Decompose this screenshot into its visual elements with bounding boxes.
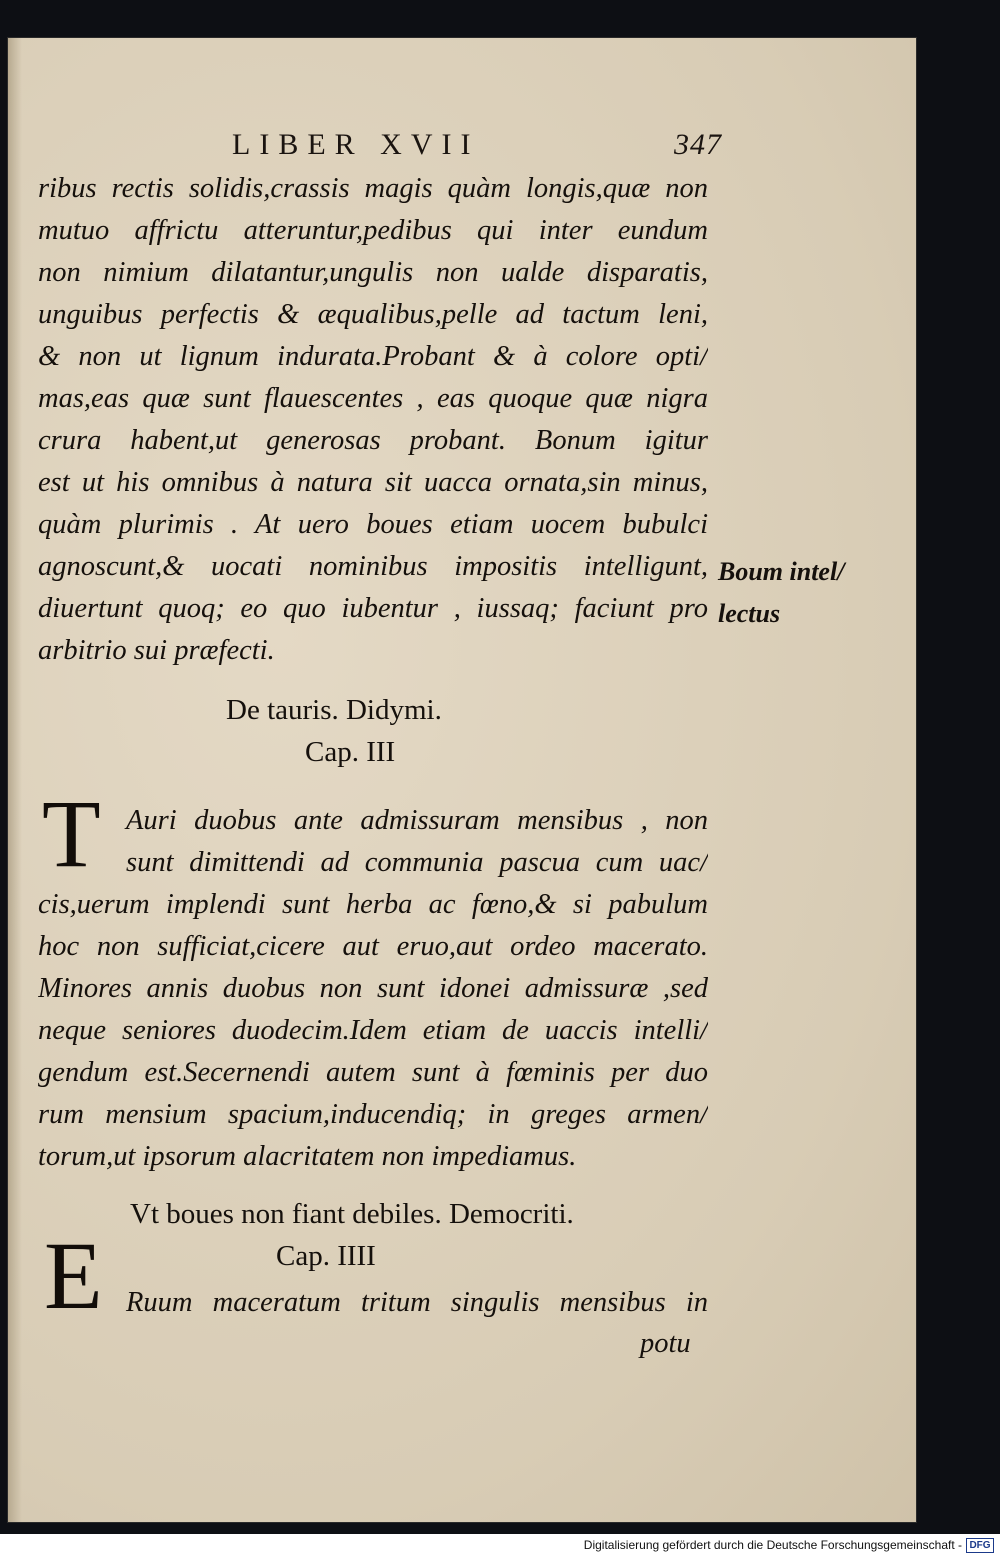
text-line: cis,uerum implendi sunt herba ac fœno,& si pabulum <box>38 889 708 920</box>
drop-cap-t: T <box>42 780 101 887</box>
text-block-2 <box>38 800 708 1178</box>
text-line: torum,ut ipsorum alacritatem non impediamus. <box>38 1141 577 1172</box>
text-line: unguibus perfectis & æqualibus,pelle ad tactum leni, <box>38 299 708 330</box>
text-line: non nimium dilatantur,ungulis non ualde disparatis, <box>38 257 708 288</box>
text-line: agnoscunt,& uocati nominibus impositis intelligunt, <box>38 551 708 582</box>
text-line: sunt dimittendi ad communia pascua cum uac/ <box>126 847 708 878</box>
text-line: Minores annis duobus non sunt idonei admissuræ ,sed <box>38 973 708 1004</box>
text-line: mutuo affrictu atteruntur,pedibus qui inter eundum <box>38 215 708 246</box>
page-gutter-shadow <box>8 38 22 1522</box>
chapter-4-title: Vt boues non fiant debiles. Democriti. <box>130 1198 574 1230</box>
text-line: mas,eas quæ sunt flauescentes , eas quoque quæ nigra <box>38 383 708 414</box>
text-line: rum mensium spacium,inducendiq; in greges armen/ <box>38 1099 708 1130</box>
text-line: est ut his omnibus à natura sit uacca ornata,sin minus, <box>38 467 708 498</box>
text-block-3 <box>38 1282 708 1324</box>
text-line: ribus rectis solidis,crassis magis quàm longis,quæ non <box>38 173 708 204</box>
text-line: quàm plurimis . At uero boues etiam uocem bubulci <box>38 509 708 540</box>
text-line: hoc non sufficiat,cicere aut eruo,aut ordeo macerato. <box>38 931 708 962</box>
page-header <box>232 128 722 170</box>
text-line: Ruum maceratum tritum singulis mensibus in <box>126 1287 708 1318</box>
text-block-1 <box>38 168 708 672</box>
text-line: Auri duobus ante admissuram mensibus , non <box>126 805 708 836</box>
text-line: crura habent,ut generosas probant. Bonum igitur <box>38 425 708 456</box>
chapter-3-title: De tauris. Didymi. <box>226 694 442 726</box>
chapter-4-number: Cap. IIII <box>276 1240 376 1272</box>
text-line: neque seniores duodecim.Idem etiam de uaccis intelli/ <box>38 1015 708 1046</box>
dfg-logo-icon: DFG <box>966 1538 994 1553</box>
funding-credit: Digitalisierung gefördert durch die Deutsche Forschungsgemeinschaft - <box>583 1538 962 1552</box>
margin-note <box>718 551 878 635</box>
margin-note-line: lectus <box>718 599 781 628</box>
digitization-footer <box>0 1534 1000 1558</box>
text-line: arbitrio sui præfecti. <box>38 635 275 666</box>
text-line: diuertunt quoq; eo quo iubentur , iussaq; faciunt pro <box>38 593 708 624</box>
catchword: potu <box>640 1328 691 1359</box>
drop-cap-e: E <box>44 1222 103 1329</box>
running-head: LIBER XVII <box>232 128 480 161</box>
text-line: gendum est.Secernendi autem sunt à fœminis per duo <box>38 1057 708 1088</box>
text-line: & non ut lignum indurata.Probant & à colore opti/ <box>38 341 708 372</box>
page-number: 347 <box>674 128 722 161</box>
margin-note-line: Boum intel/ <box>718 557 845 586</box>
chapter-3-number: Cap. III <box>305 736 396 768</box>
